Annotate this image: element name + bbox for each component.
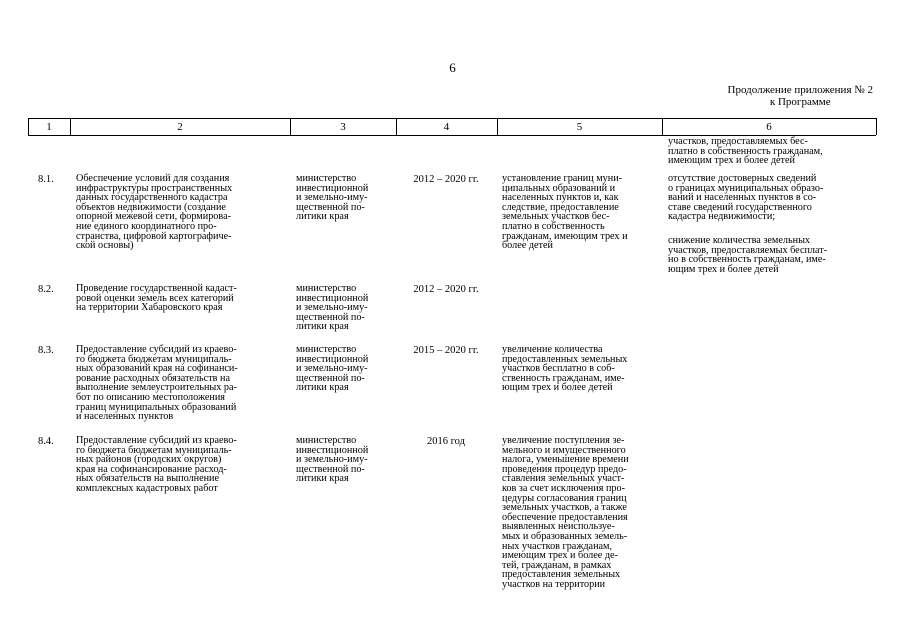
text-line: инвестиционной [296, 353, 369, 365]
text-line: ставе сведений государственного [668, 201, 812, 213]
text-line: литики края [296, 382, 349, 394]
text-line: предоставленных земельных [502, 353, 628, 365]
text-line: опорной межевой сети, формирова- [76, 211, 231, 223]
text-line: министерство [296, 173, 357, 184]
text-line: объектов недвижимости (создание [76, 201, 226, 213]
text-line: ных обязательств на выполнение [76, 473, 220, 485]
expected-result [502, 436, 629, 590]
text-line: предоставления земельных [502, 569, 621, 581]
row-number: 8.4. [38, 436, 54, 447]
text-line: увеличение количества [502, 344, 603, 355]
text-line: земельных участков, а также [502, 502, 627, 514]
text-line: и земельно-иму- [296, 302, 368, 314]
consequence [668, 174, 823, 222]
text-line: министерство [296, 283, 357, 294]
text-line: и земельно-иму- [296, 192, 368, 204]
executor [296, 284, 368, 332]
text-line: края на софинансирование расход- [76, 463, 227, 475]
row-number: 8.2. [38, 284, 54, 295]
text-line: инвестиционной [296, 444, 369, 456]
text-line: щественной по- [296, 201, 365, 213]
column-header: 4 [443, 121, 450, 133]
measure-name [76, 345, 238, 422]
continuation-line-2: к Программе [769, 96, 831, 108]
continuation-note [728, 84, 873, 108]
text-line: инвестиционной [296, 182, 369, 194]
period: 2015 – 2020 гг. [413, 345, 479, 356]
text-line: ющим трех и более детей [668, 263, 779, 275]
text-line: и земельно-иму- [296, 363, 368, 375]
text-line: Предоставление субсидий из краево- [76, 344, 237, 355]
text-line: го бюджета бюджетам муниципаль- [76, 353, 232, 365]
text-line: платно в собственность гражданам, [668, 145, 823, 157]
text-line: участков, предоставляемых бес- [668, 136, 808, 147]
text-line: но в собственность гражданам, име- [668, 254, 826, 266]
text-line: увеличение поступления зе- [502, 435, 625, 446]
text-line: и населенных пунктов [76, 411, 174, 423]
text-line: имеющим трех и более детей [668, 155, 795, 167]
executor [296, 345, 368, 393]
text-line: мельного и имущественного [502, 444, 626, 456]
text-line: следствие, предоставление [502, 201, 619, 213]
text-line: отсутствие достоверных сведений [668, 173, 817, 184]
column-header: 5 [576, 121, 583, 133]
executor [296, 436, 368, 484]
page-number: 6 [449, 60, 456, 75]
period: 2016 год [427, 436, 465, 447]
text-line: ных образований края на софинанси- [76, 363, 238, 375]
text-line: щественной по- [296, 463, 365, 475]
column-header: 1 [46, 121, 52, 133]
period: 2012 – 2020 гг. [413, 284, 479, 295]
text-line: Обеспечение условий для создания [76, 173, 230, 184]
text-line: инвестиционной [296, 292, 369, 304]
executor [296, 174, 368, 222]
text-line: налога, уменьшение времени [502, 454, 629, 466]
column-header: 6 [766, 121, 772, 133]
text-line: данных государственного кадастра [76, 192, 228, 204]
text-line: имеющим трех и более де- [502, 550, 618, 562]
measure-name [76, 284, 237, 313]
text-line: ставления земельных участ- [502, 473, 625, 485]
text-line: странства, цифровой картографиче- [76, 230, 232, 242]
text-line: рование расходных обязательств на [76, 372, 230, 384]
text-line: го бюджета бюджетам муниципаль- [76, 444, 232, 456]
period: 2012 – 2020 гг. [413, 174, 479, 185]
text-line: Предоставление субсидий из краево- [76, 435, 237, 446]
text-line: земельных участков бес- [502, 211, 610, 223]
text-line: ков за счет исключения про- [502, 482, 625, 494]
text-line: платно в собственность [502, 220, 605, 232]
text-line: бот по описанию местоположения [76, 391, 225, 403]
text-line: тей, гражданам, в рамках [502, 559, 612, 571]
text-line: выполнение землеустроительных ра- [76, 382, 237, 394]
text-line: ние единого координатного про- [76, 220, 217, 232]
text-line: комплексных кадастровых работ [76, 482, 218, 494]
text-line: инфраструктуры пространственных [76, 182, 233, 194]
text-line: щественной по- [296, 372, 365, 384]
row-number: 8.3. [38, 345, 54, 356]
column-header: 3 [340, 121, 346, 133]
text-line: обеспечение предоставления [502, 511, 628, 523]
col-divider [876, 118, 877, 135]
text-line: литики края [296, 321, 349, 333]
text-line: мых и образованных земель- [502, 530, 628, 542]
consequence [668, 236, 827, 274]
text-line: Проведение государственной кадаст- [76, 283, 237, 294]
text-line: ных районов (городских округов) [76, 454, 222, 466]
text-line: ской основы) [76, 240, 134, 252]
text-line: щественной по- [296, 311, 365, 323]
text-line: литики края [296, 473, 349, 485]
text-line: выявленных неиспользуе- [502, 521, 615, 533]
text-line: участков на территории [502, 578, 606, 590]
text-line: министерство [296, 435, 357, 446]
text-line: более детей [502, 240, 553, 252]
text-line: участков бесплатно в соб- [502, 363, 615, 375]
expected-result [502, 174, 628, 251]
text-line: ющим трех и более детей [502, 382, 613, 394]
text-line: ваний и населенных пунктов в со- [668, 192, 817, 204]
column-header: 2 [177, 121, 183, 133]
text-line: ципальных образований и [502, 182, 616, 194]
text-line: кадастра недвижимости; [668, 211, 776, 223]
text-line: гражданам, имеющим трех и [502, 230, 628, 242]
measure-name [76, 436, 237, 494]
text-line: проведения процедур предо- [502, 463, 627, 475]
text-line: установление границ муни- [502, 173, 623, 184]
text-line: министерство [296, 344, 357, 355]
carryover-consequence [668, 137, 823, 166]
text-line: границ муниципальных образований [76, 401, 237, 413]
text-line: ных участков гражданам, [502, 540, 613, 552]
text-line: и земельно-иму- [296, 454, 368, 466]
header-top-border [28, 118, 876, 119]
row-number: 8.1. [38, 174, 54, 185]
text-line: на территории Хабаровского края [76, 302, 223, 314]
text-line: цедуры согласования границ [502, 492, 627, 504]
text-line: участков, предоставляемых бесплат- [668, 244, 828, 256]
text-line: ровой оценки земель всех категорий [76, 292, 234, 304]
text-line: литики края [296, 211, 349, 223]
text-line: о границах муниципальных образо- [668, 182, 824, 194]
continuation-line-1: Продолжение приложения № 2 [727, 84, 873, 96]
text-line: снижение количества земельных [668, 235, 811, 246]
measure-name [76, 174, 232, 251]
text-line: ственность гражданам, име- [502, 372, 625, 384]
expected-result [502, 345, 627, 393]
text-line: населенных пунктов и, как [502, 192, 619, 204]
